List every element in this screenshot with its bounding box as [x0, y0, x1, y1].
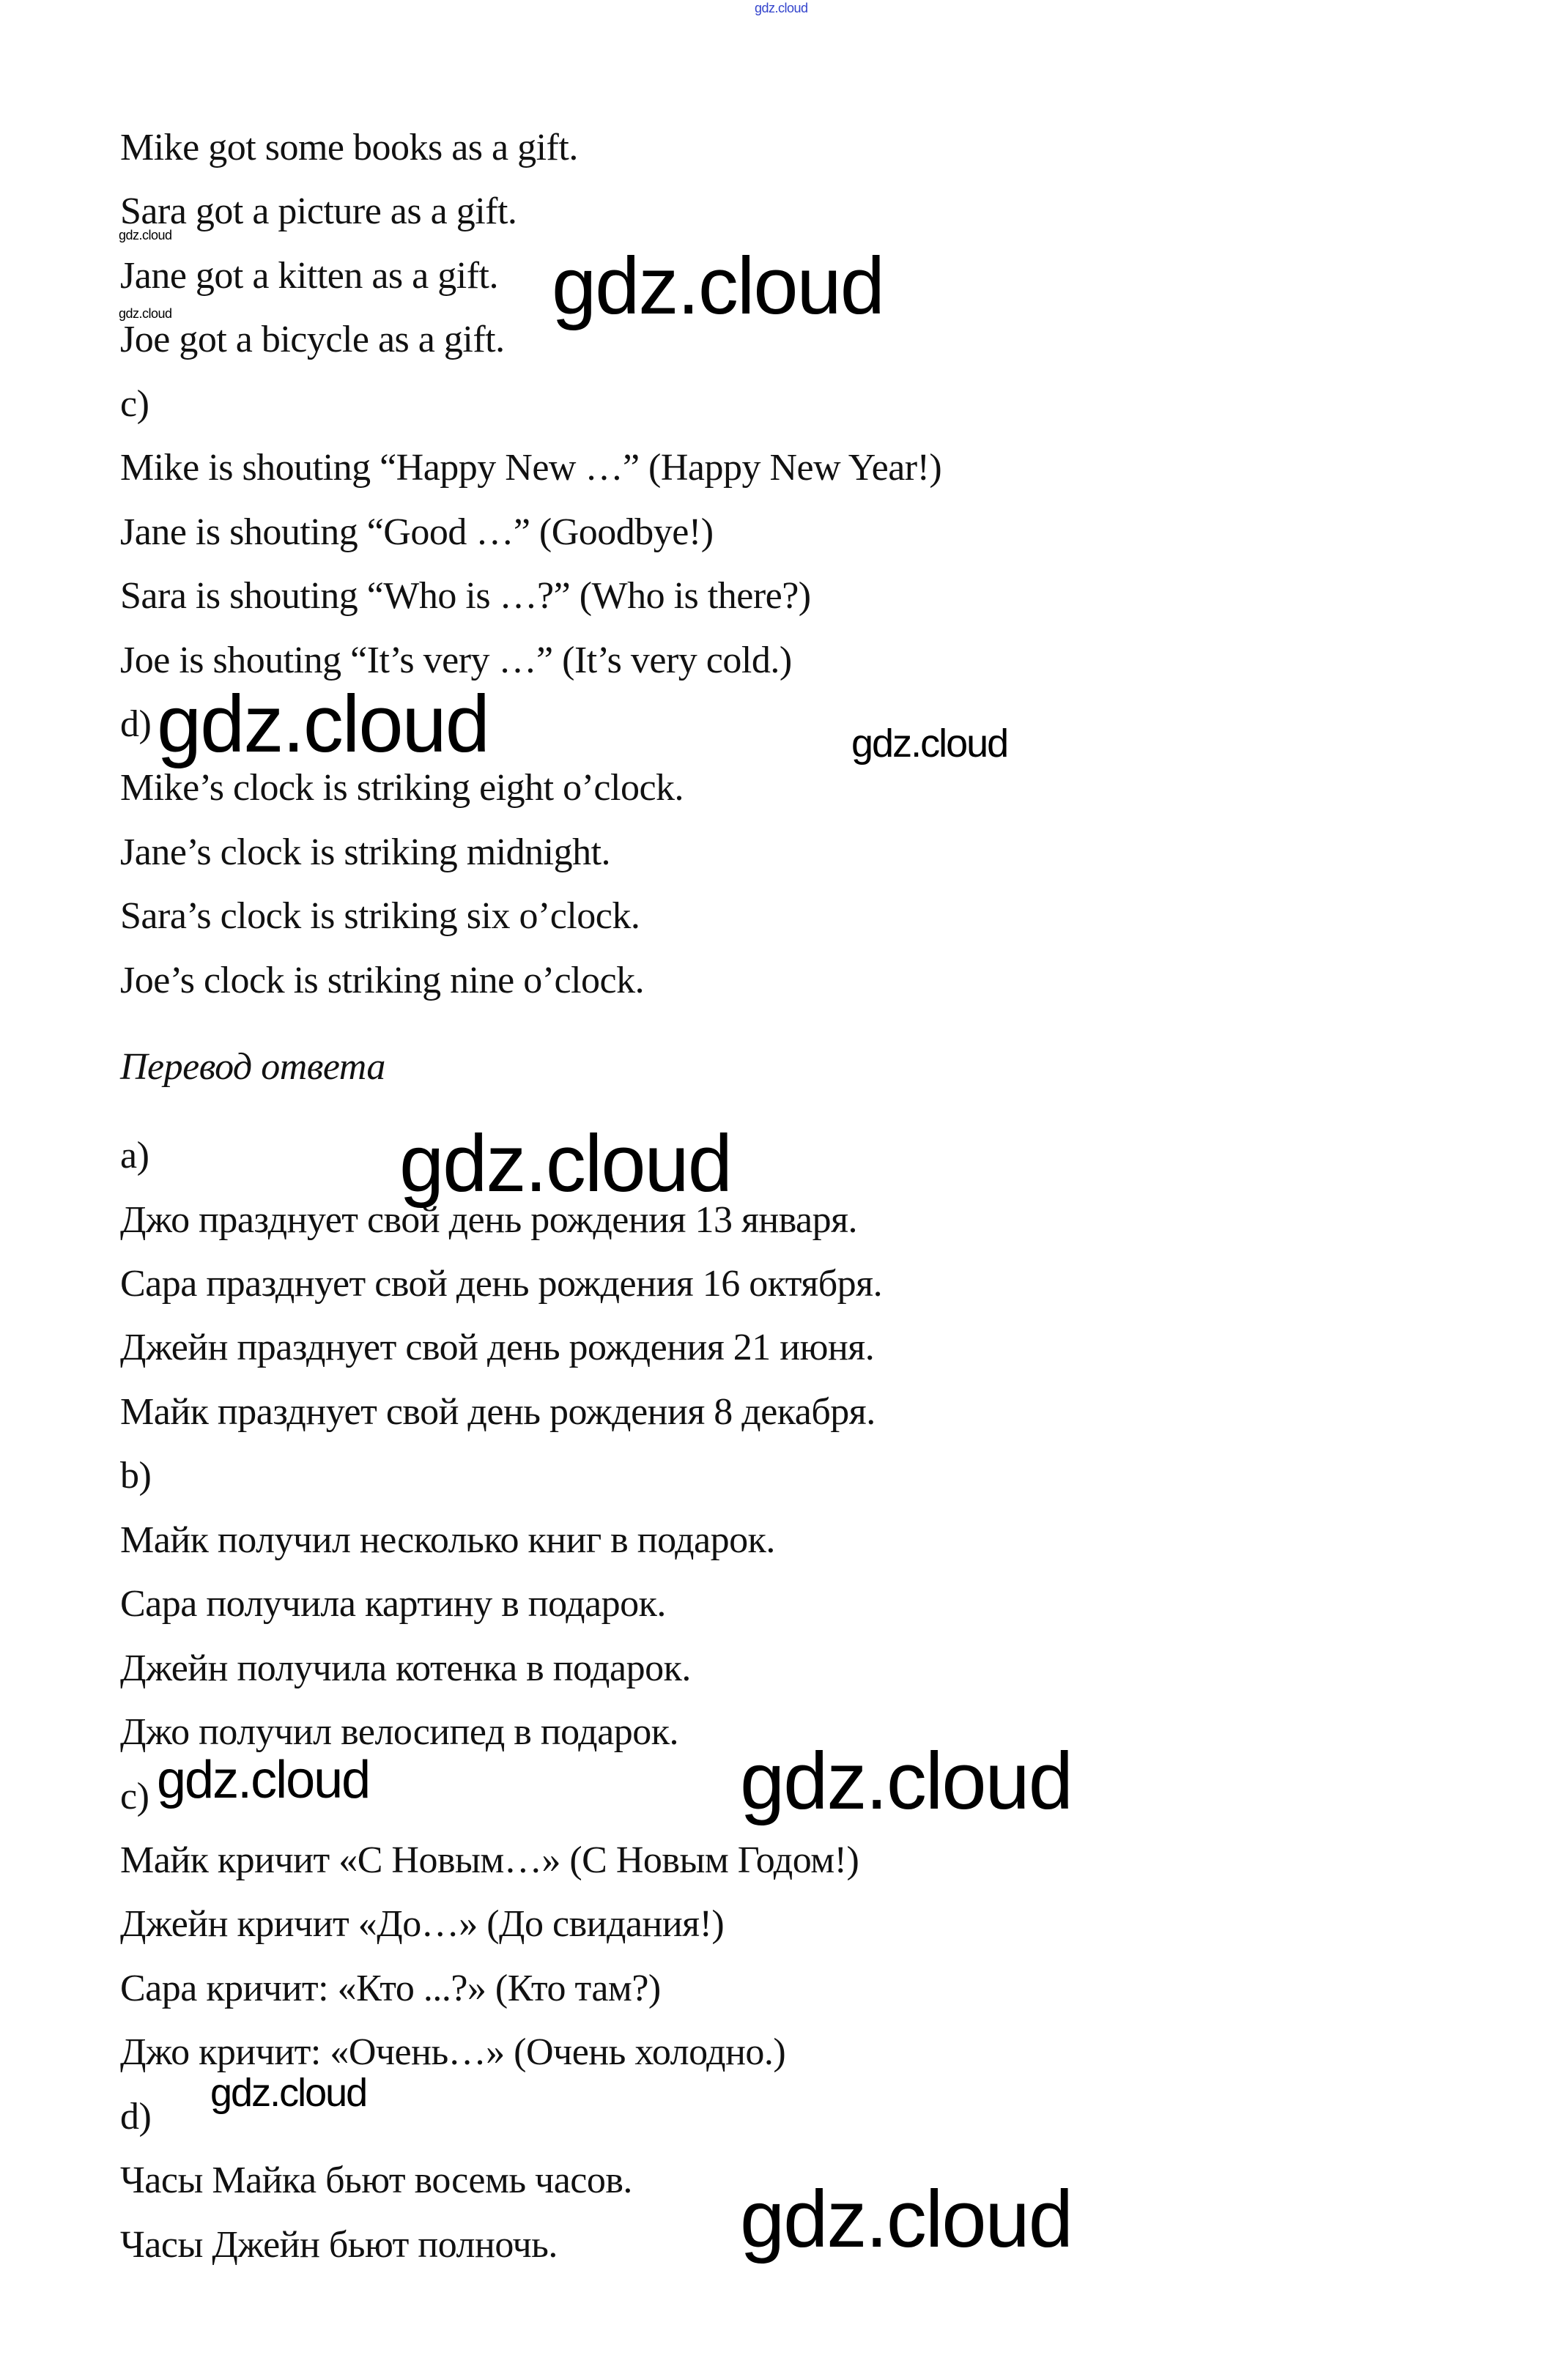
text-line: Joe’s clock is striking nine o’clock.: [120, 960, 645, 1001]
watermark: gdz.cloud: [552, 241, 884, 331]
text-line: Джейн празднует свой день рождения 21 июня.: [120, 1327, 875, 1368]
text-line: Майк празднует свой день рождения 8 декабря.: [120, 1391, 876, 1433]
text-line: Sara is shouting “Who is …?” (Who is there?): [120, 575, 811, 617]
section-label: d): [120, 2096, 152, 2138]
text-line: Jane is shouting “Good …” (Goodbye!): [120, 511, 714, 553]
text-line: Joe got a bicycle as a gift.: [120, 319, 505, 360]
text-line: Часы Майка бьют восемь часов.: [120, 2160, 632, 2201]
section-label: d): [120, 703, 152, 745]
watermark: gdz.cloud: [157, 679, 489, 769]
watermark: gdz.cloud: [740, 1736, 1072, 1826]
watermark: gdz.cloud: [399, 1119, 731, 1209]
watermark: gdz.cloud: [119, 306, 172, 321]
text-line: Сара кричит: «Кто ...?» (Кто там?): [120, 1968, 661, 2009]
text-line: Часы Джейн бьют полночь.: [120, 2224, 558, 2266]
watermark: gdz.cloud: [157, 1751, 370, 1809]
watermark: gdz.cloud: [210, 2071, 367, 2115]
section-label: c): [120, 1776, 149, 1817]
text-line: Джейн кричит «До…» (До свидания!): [120, 1903, 725, 1945]
section-label: c): [120, 383, 149, 425]
watermark: gdz.cloud: [851, 722, 1008, 765]
text-line: Джо празднует свой день рождения 13 января.: [120, 1199, 858, 1241]
text-line: Джо кричит: «Очень…» (Очень холодно.): [120, 2031, 786, 2073]
text-line: Сара получила картину в подарок.: [120, 1583, 666, 1625]
text-line: Sara’s clock is striking six o’clock.: [120, 895, 640, 937]
watermark: gdz.cloud: [119, 228, 172, 242]
watermark: gdz.cloud: [740, 2174, 1072, 2264]
text-line: Jane’s clock is striking midnight.: [120, 831, 611, 873]
text-line: Майк получил несколько книг в подарок.: [120, 1519, 775, 1561]
section-label: b): [120, 1455, 152, 1497]
text-line: Майк кричит «С Новым…» (С Новым Годом!): [120, 1839, 859, 1881]
top-watermark: gdz.cloud: [755, 1, 808, 15]
text-line: Joe is shouting “It’s very …” (It’s very cold.): [120, 640, 792, 681]
text-line: Mike is shouting “Happy New …” (Happy New Year!): [120, 447, 942, 489]
text-line: Джейн получила котенка в подарок.: [120, 1647, 691, 1689]
text-line: Mike got some books as a gift.: [120, 127, 578, 168]
text-line: Сара празднует свой день рождения 16 октября.: [120, 1263, 883, 1305]
text-line: Джо получил велосипед в подарок.: [120, 1711, 678, 1753]
text-line: Sara got a picture as a gift.: [120, 190, 517, 232]
translation-heading: Перевод ответа: [120, 1046, 385, 1088]
section-label: a): [120, 1135, 149, 1176]
text-line: Mike’s clock is striking eight o’clock.: [120, 767, 684, 809]
text-line: Jane got a kitten as a gift.: [120, 255, 498, 297]
